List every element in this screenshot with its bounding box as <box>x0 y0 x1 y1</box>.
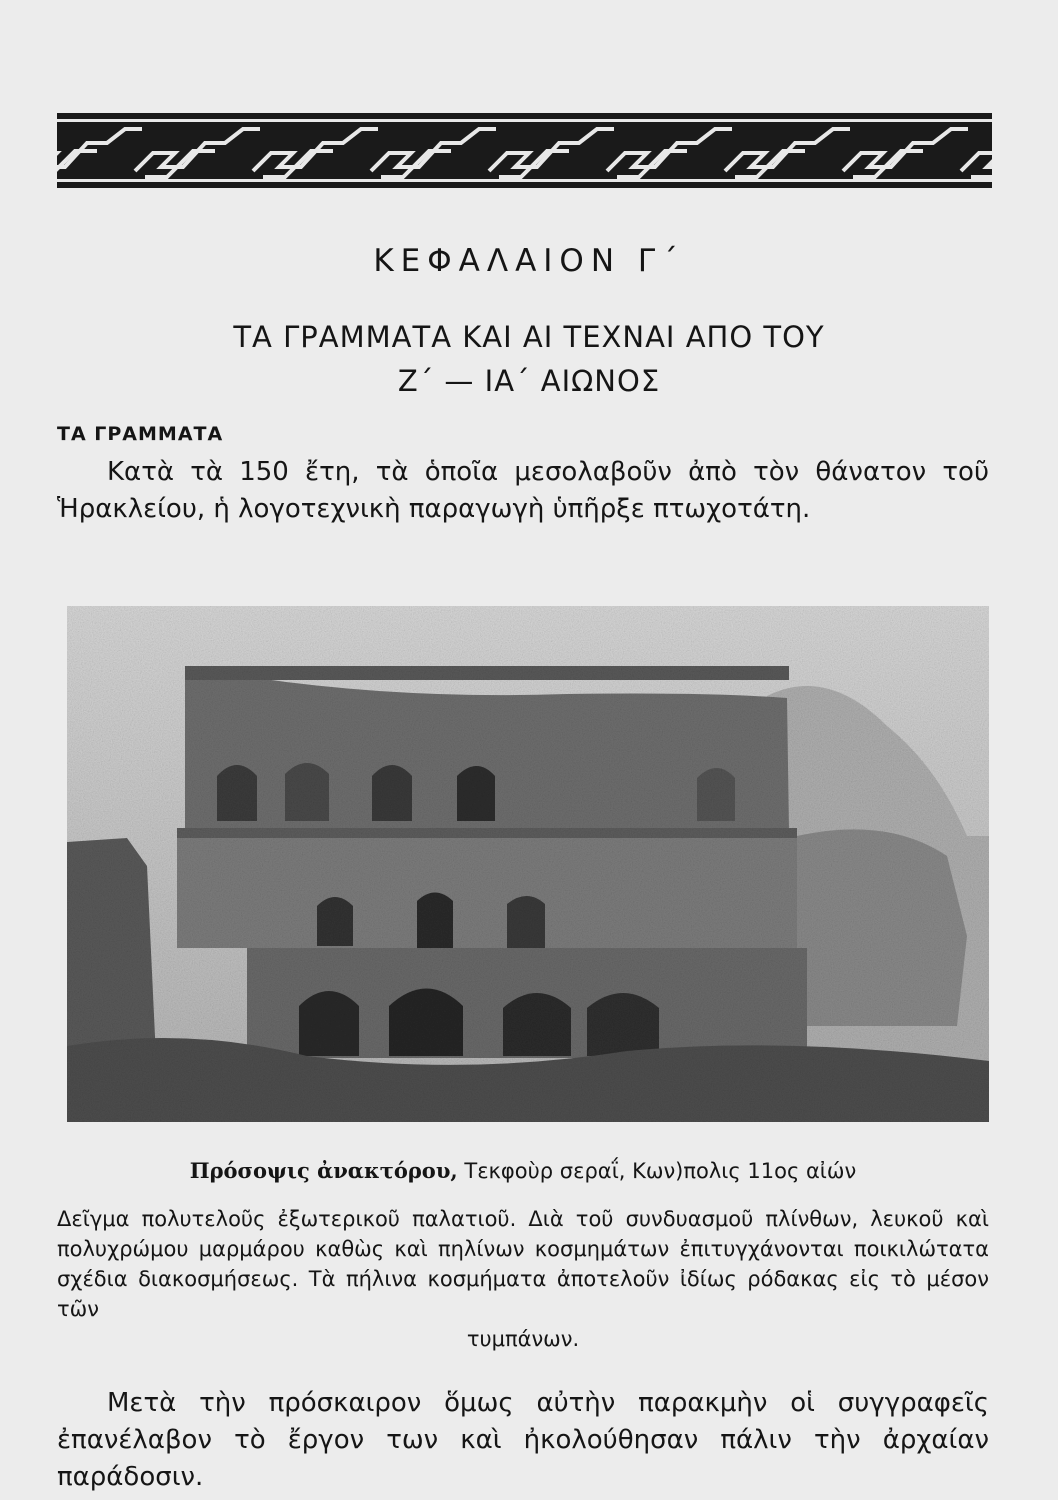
description-text: Δεῖγμα πολυτελοῦς ἐξωτερικοῦ παλατιοῦ. Διὰ τοῦ συνδυασμοῦ πλίνθων, λευκοῦ καὶ πολυχρώμου μαρμάρου καθὼς καὶ πηλίνων κοσμημάτων ἐπιτυγχάνονται ποικιλώτατα σχέδια διακοσμήσεως. Τὰ πήλινα κοσμήματα ἀποτελοῦν ἰδίως ρόδακας εἰς τὸ μέσον τῶν <box>57 1207 989 1321</box>
caption-rest: Τεκφοὺρ σεραΐ, Κων)πολις 11ος αἰών <box>457 1159 857 1183</box>
section-heading: ΤΑ ΓΡΑΜΜΑΤΑ <box>57 423 224 445</box>
photo-caption <box>57 1158 989 1183</box>
photo-description <box>57 1204 989 1354</box>
palace-facade-photo <box>67 606 989 1122</box>
chapter-title-line-1: ΤΑ ΓΡΑΜΜΑΤΑ ΚΑΙ ΑΙ ΤΕΧΝΑΙ ΑΠΟ ΤΟΥ <box>233 320 825 354</box>
closing-paragraph: Μετὰ τὴν πρόσκαιρον ὅμως αὐτὴν παρακμὴν οἱ συγγραφεῖς ἐπανέλαβον τὸ ἔργον των καὶ ἠκολούθησαν πάλιν τὴν ἀρχαίαν παράδοσιν. <box>57 1388 989 1492</box>
description-last-line: τυμπάνων. <box>466 1327 580 1351</box>
intro-paragraph: Κατὰ τὰ 150 ἔτη, τὰ ὁποῖα μεσολαβοῦν ἀπὸ τὸν θάνατον τοῦ Ἡρακλείου, ἡ λογοτεχνικὴ παραγωγὴ ὑπῆρξε πτωχοτάτη. <box>57 457 989 524</box>
chapter-title-line-2: Ζ΄ — ΙΑ΄ ΑΙΩΝΟΣ <box>397 364 661 398</box>
chapter-heading: ΚΕΦΑΛΑΙΟΝ Γ΄ <box>373 243 685 279</box>
caption-bold: Πρόσοψις ἀνακτόρου, <box>189 1158 458 1183</box>
meander-border-ornament <box>57 113 992 188</box>
